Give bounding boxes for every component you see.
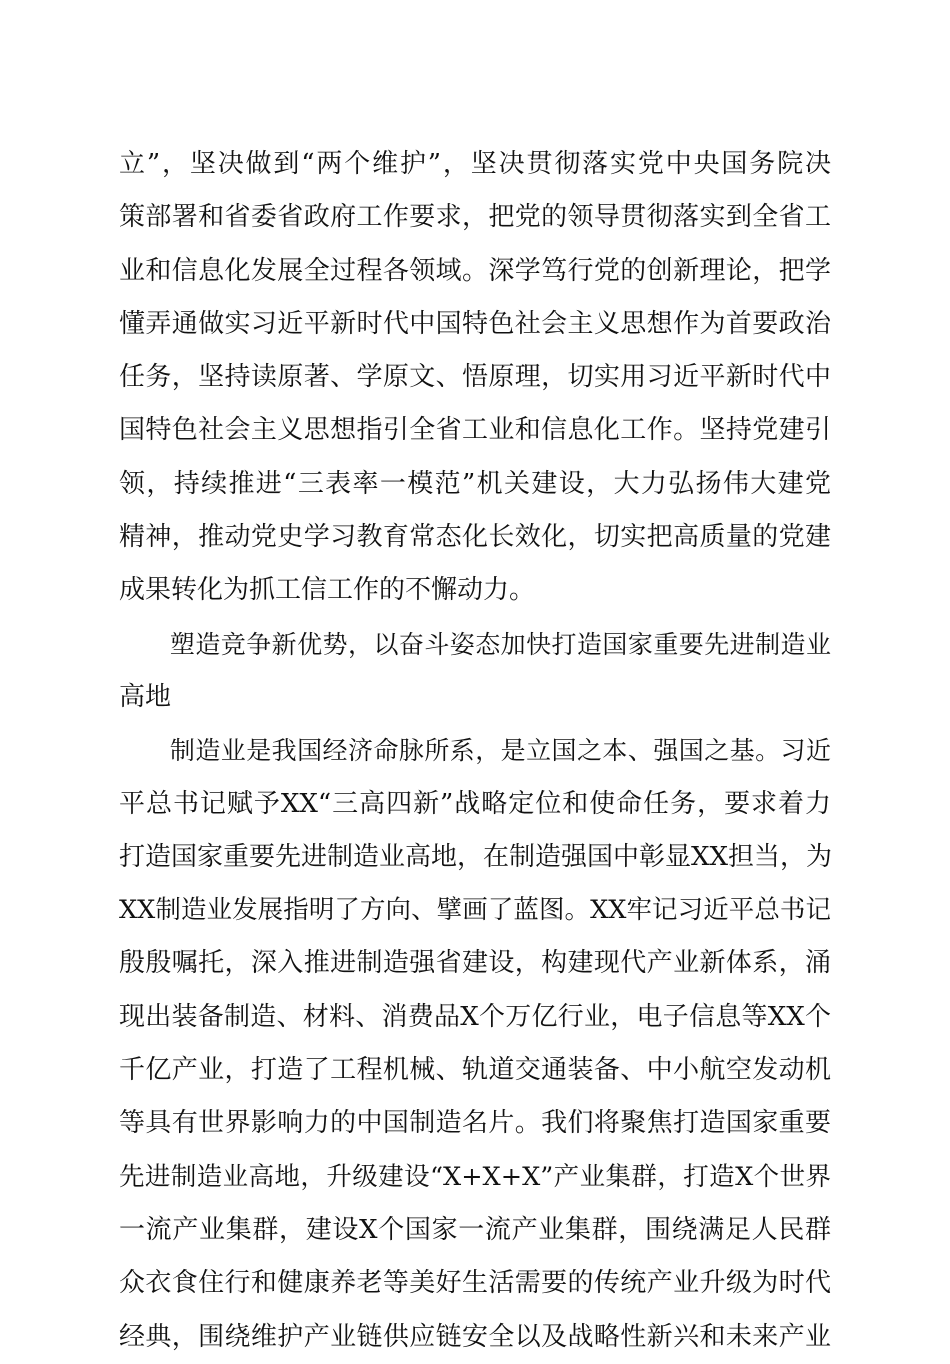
- text-line: 国特色社会主义思想指引全省工业和信息化工作。坚持党建引: [119, 415, 831, 446]
- text-line: 平总书记赋予XX“三高四新”战略定位和使命任务，要求着力: [119, 788, 831, 819]
- text-line: 殷殷嘱托，深入推进制造强省建设，构建现代产业新体系，涌: [119, 948, 831, 979]
- text-line: 懂弄通做实习近平新时代中国特色社会主义思想作为首要政治: [119, 308, 831, 339]
- text-line: 策部署和省委省政府工作要求，把党的领导贯彻落实到全省工: [119, 202, 831, 233]
- text-line: 等具有世界影响力的中国制造名片。我们将聚焦打造国家重要: [119, 1108, 831, 1139]
- text-line: 千亿产业，打造了工程机械、轨道交通装备、中小航空发动机: [119, 1055, 831, 1086]
- text-line: 现出装备制造、材料、消费品X个万亿行业，电子信息等XX个: [119, 1001, 831, 1032]
- text-line: XX制造业发展指明了方向、擘画了蓝图。XX牢记习近平总书记: [119, 895, 831, 926]
- text-line: 先进制造业高地，升级建设“X+X+X”产业集群，打造X个世界: [119, 1161, 831, 1192]
- text-line: 众衣食住行和健康养老等美好生活需要的传统产业升级为时代: [119, 1268, 831, 1299]
- text-line: 立”，坚决做到“两个维护”，坚决贯彻落实党中央国务院决: [119, 149, 831, 179]
- section-heading-line: 塑造竞争新优势，以奋斗姿态加快打造国家重要先进制造业: [119, 629, 831, 659]
- text-line: 经典，围绕维护产业链供应链安全以及战略性新兴和未来产业: [119, 1321, 831, 1352]
- text-line: 精神，推动党史学习教育常态化长效化，切实把高质量的党建: [119, 522, 831, 553]
- text-line: 一流产业集群，建设X个国家一流产业集群，围绕满足人民群: [119, 1214, 831, 1245]
- text-line: 业和信息化发展全过程各领域。深学笃行党的创新理论，把学: [119, 255, 831, 286]
- text-line: 制造业是我国经济命脉所系，是立国之本、强国之基。习近: [119, 736, 831, 766]
- body-text: [119, 138, 831, 1364]
- text-line: 成果转化为抓工信工作的不懈动力。: [119, 575, 536, 606]
- text-line: 领，持续推进“三表率一模范”机关建设，大力弘扬伟大建党: [119, 468, 831, 499]
- section-heading-line: 高地: [119, 681, 172, 712]
- text-line: 任务，坚持读原著、学原文、悟原理，切实用习近平新时代中: [119, 362, 831, 393]
- text-line: 打造国家重要先进制造业高地，在制造强国中彰显XX担当，为: [119, 841, 833, 872]
